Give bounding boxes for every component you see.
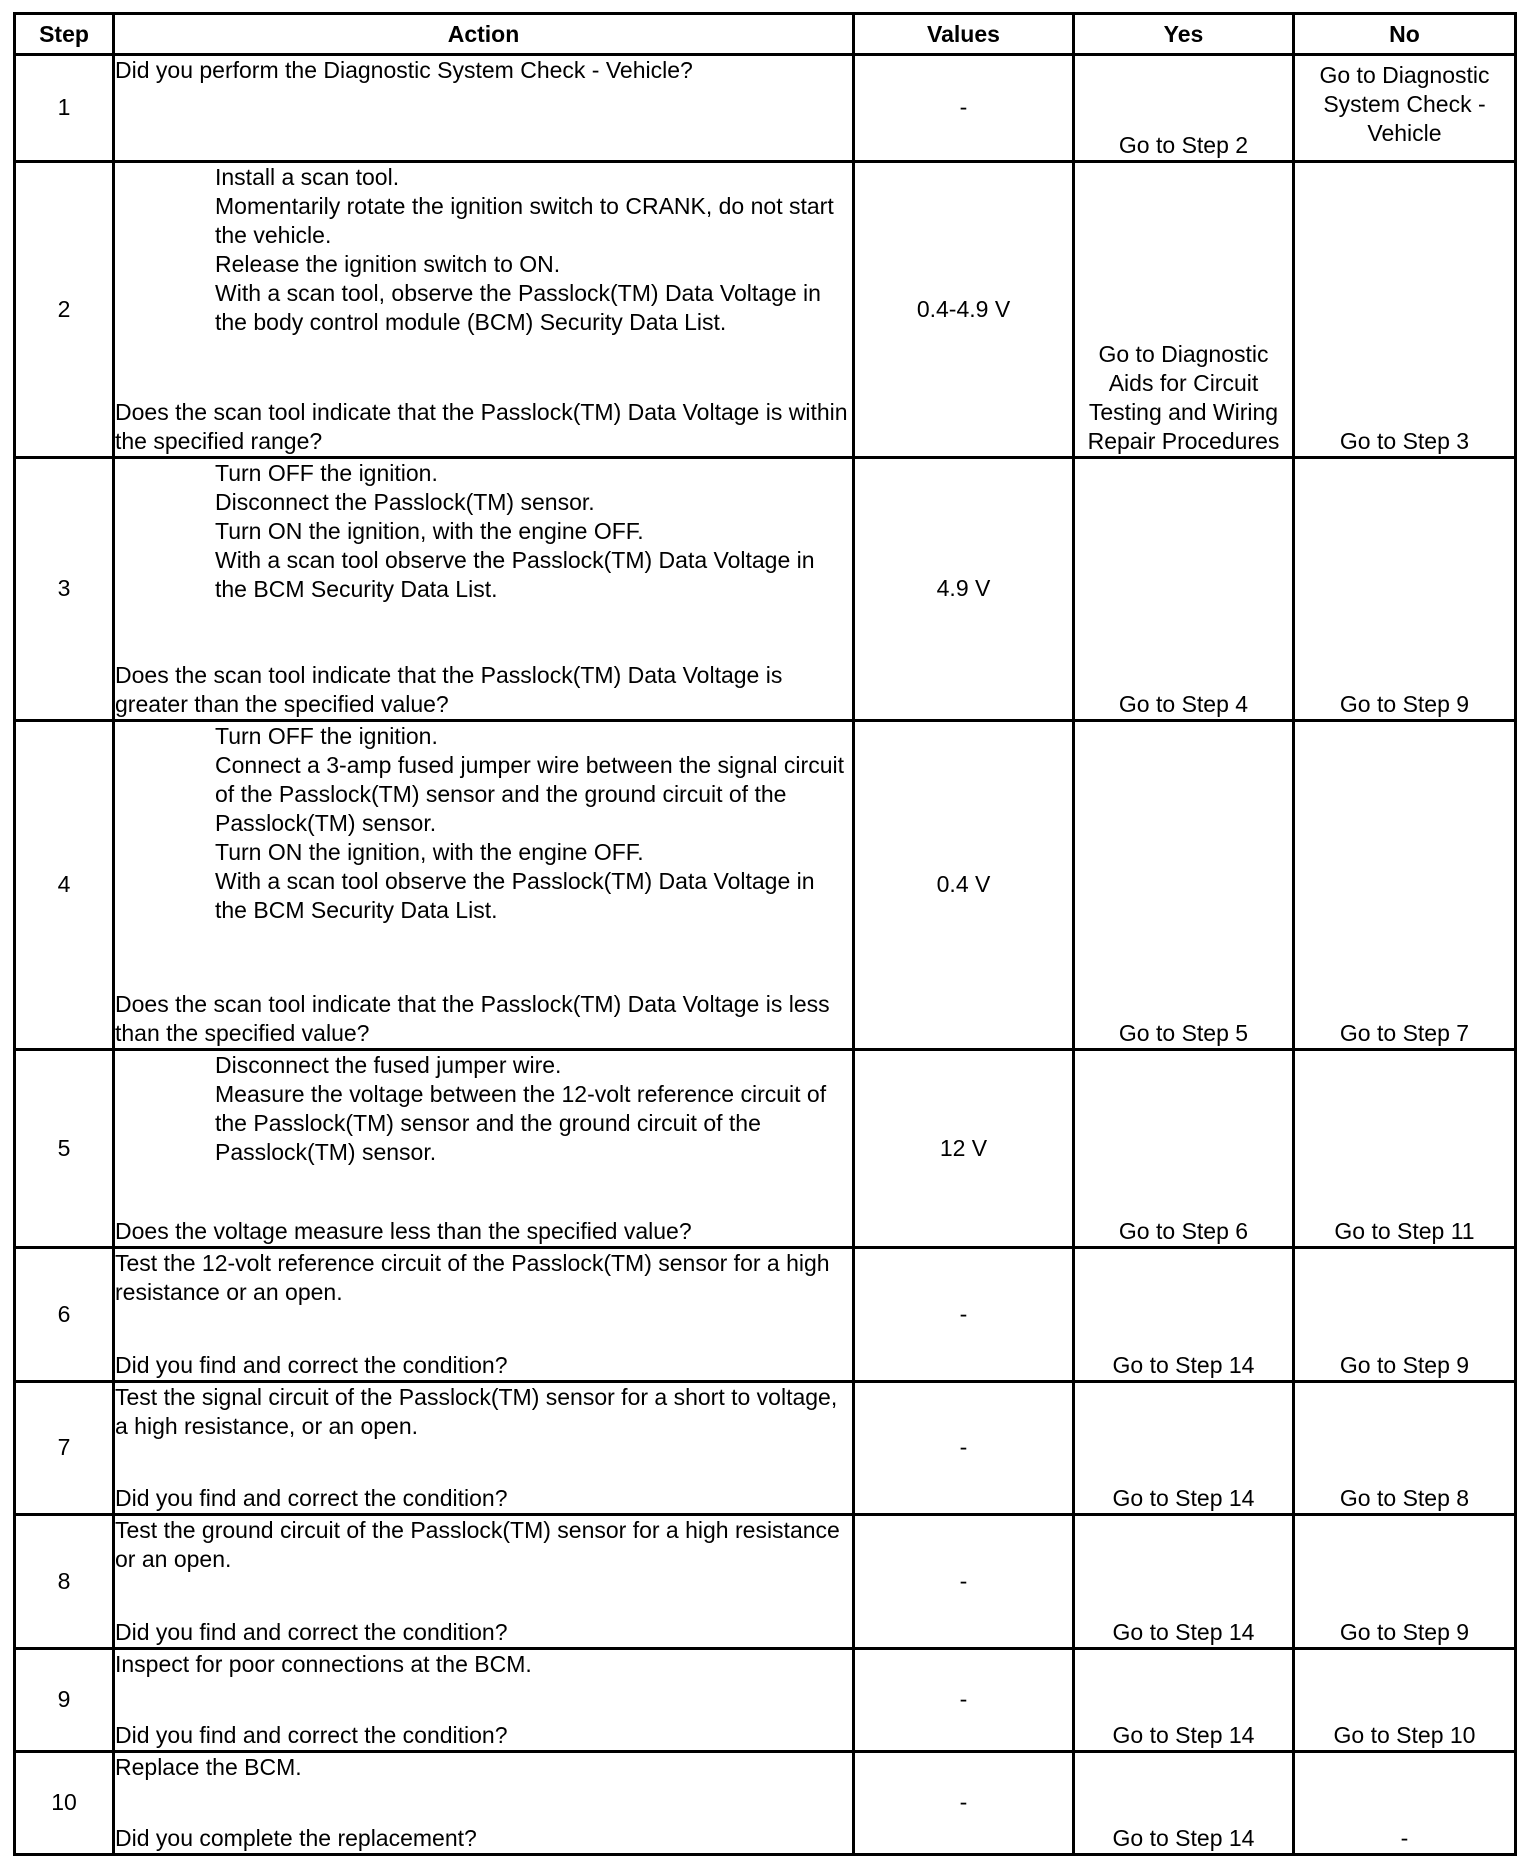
no-cell: - xyxy=(1294,1751,1516,1854)
action-question: Does the scan tool indicate that the Passlock(TM) Data Voltage is within the specified range? xyxy=(115,398,848,454)
action-cell xyxy=(114,161,854,457)
no-cell: Go to Step 9 xyxy=(1294,457,1516,721)
header-step: Step xyxy=(15,14,114,55)
action-cell xyxy=(114,721,854,1050)
value-cell: - xyxy=(854,1381,1074,1514)
header-action: Action xyxy=(114,14,854,55)
action-question: Does the scan tool indicate that the Passlock(TM) Data Voltage is greater than the specified value? xyxy=(115,662,783,718)
yes-cell: Go to Diagnostic Aids for Circuit Testing and Wiring Repair Procedures xyxy=(1074,161,1294,457)
action-question: Did you find and correct the condition? xyxy=(115,1721,508,1748)
header-no: No xyxy=(1294,14,1516,55)
table-row xyxy=(15,457,1516,721)
substep: Connect a 3-amp fused jumper wire between the signal circuit of the Passlock(TM) sensor and the ground circuit of the Passlock(TM) sensor. xyxy=(215,752,844,837)
action-cell xyxy=(114,457,854,721)
table-row xyxy=(15,55,1516,162)
yes-cell: Go to Step 14 xyxy=(1074,1515,1294,1648)
substep: With a scan tool observe the Passlock(TM) Data Voltage in the BCM Security Data List. xyxy=(215,546,815,602)
no-cell: Go to Step 10 xyxy=(1294,1648,1516,1751)
header-values: Values xyxy=(854,14,1074,55)
yes-cell: Go to Step 4 xyxy=(1074,457,1294,721)
step-number: 1 xyxy=(15,55,114,162)
step-number: 2 xyxy=(15,161,114,457)
substep: Install a scan tool. xyxy=(215,163,400,190)
substep-list xyxy=(115,163,852,337)
substep: Disconnect the Passlock(TM) sensor. xyxy=(215,488,595,515)
action-text: Did you perform the Diagnostic System Check - Vehicle? xyxy=(115,57,693,83)
step-number: 9 xyxy=(15,1648,114,1751)
table-row xyxy=(15,721,1516,1050)
substep: Measure the voltage between the 12-volt reference circuit of the Passlock(TM) sensor and the ground circuit of the Passlock(TM) sensor. xyxy=(215,1080,827,1165)
table-row xyxy=(15,1381,1516,1514)
yes-cell: Go to Step 14 xyxy=(1074,1648,1294,1751)
yes-cell: Go to Step 14 xyxy=(1074,1751,1294,1854)
action-text: Test the 12-volt reference circuit of the Passlock(TM) sensor for a high resistance or an open. xyxy=(115,1250,830,1306)
yes-cell: Go to Step 5 xyxy=(1074,721,1294,1050)
no-cell: Go to Step 7 xyxy=(1294,721,1516,1050)
no-cell: Go to Step 3 xyxy=(1294,161,1516,457)
action-question: Did you find and correct the condition? xyxy=(115,1485,508,1512)
yes-cell: Go to Step 14 xyxy=(1074,1248,1294,1381)
substep: With a scan tool, observe the Passlock(TM) Data Voltage in the body control module (BCM) Security Data List. xyxy=(215,279,821,335)
action-cell xyxy=(114,55,854,162)
table-row xyxy=(15,1751,1516,1854)
action-question: Did you complete the replacement? xyxy=(115,1825,477,1851)
no-cell: Go to Step 9 xyxy=(1294,1248,1516,1381)
yes-cell: Go to Step 6 xyxy=(1074,1049,1294,1248)
step-number: 7 xyxy=(15,1381,114,1514)
step-number: 10 xyxy=(15,1751,114,1854)
action-text: Test the ground circuit of the Passlock(TM) sensor for a high resistance or an open. xyxy=(115,1517,840,1573)
substep: Turn OFF the ignition. xyxy=(215,459,438,486)
step-number: 8 xyxy=(15,1515,114,1648)
value-cell: - xyxy=(854,1515,1074,1648)
header-yes: Yes xyxy=(1074,14,1294,55)
action-cell xyxy=(114,1648,854,1751)
yes-cell: Go to Step 14 xyxy=(1074,1381,1294,1514)
step-number: 6 xyxy=(15,1248,114,1381)
action-cell xyxy=(114,1381,854,1514)
no-cell: Go to Diagnostic System Check - Vehicle xyxy=(1294,55,1516,162)
substep: Disconnect the fused jumper wire. xyxy=(215,1051,562,1078)
substep: Momentarily rotate the ignition switch to CRANK, do not start the vehicle. xyxy=(215,192,834,248)
substep: Release the ignition switch to ON. xyxy=(215,250,561,277)
step-number: 3 xyxy=(15,457,114,721)
substep: Turn ON the ignition, with the engine OFF. xyxy=(215,839,644,866)
substep-list xyxy=(115,459,852,604)
action-cell xyxy=(114,1751,854,1854)
action-cell xyxy=(114,1248,854,1381)
step-number: 4 xyxy=(15,721,114,1050)
table-row xyxy=(15,1248,1516,1381)
substep: Turn OFF the ignition. xyxy=(215,723,438,750)
action-question: Did you find and correct the condition? xyxy=(115,1618,508,1645)
table-row xyxy=(15,1049,1516,1248)
action-cell xyxy=(114,1049,854,1248)
value-cell: 12 V xyxy=(854,1049,1074,1248)
substep-list xyxy=(115,722,852,925)
action-text: Test the signal circuit of the Passlock(TM) sensor for a short to voltage, a high resistance, or an open. xyxy=(115,1383,838,1439)
value-cell: - xyxy=(854,1648,1074,1751)
value-cell: 0.4 V xyxy=(854,721,1074,1050)
table-row xyxy=(15,1515,1516,1648)
action-question: Does the scan tool indicate that the Passlock(TM) Data Voltage is less than the specified value? xyxy=(115,990,830,1046)
action-question: Does the voltage measure less than the specified value? xyxy=(115,1218,692,1245)
value-cell: - xyxy=(854,1751,1074,1854)
no-cell: Go to Step 9 xyxy=(1294,1515,1516,1648)
no-cell: Go to Step 8 xyxy=(1294,1381,1516,1514)
no-cell: Go to Step 11 xyxy=(1294,1049,1516,1248)
action-cell xyxy=(114,1515,854,1648)
header-row xyxy=(15,14,1516,55)
value-cell: - xyxy=(854,1248,1074,1381)
action-question: Did you find and correct the condition? xyxy=(115,1351,508,1378)
table-row xyxy=(15,161,1516,457)
value-cell: - xyxy=(854,55,1074,162)
action-text: Inspect for poor connections at the BCM. xyxy=(115,1650,532,1677)
table-row xyxy=(15,1648,1516,1751)
value-cell: 0.4-4.9 V xyxy=(854,161,1074,457)
action-text: Replace the BCM. xyxy=(115,1753,302,1780)
diagnostic-table xyxy=(13,12,1517,1856)
substep-list xyxy=(115,1051,852,1167)
substep: With a scan tool observe the Passlock(TM) Data Voltage in the BCM Security Data List. xyxy=(215,868,815,924)
substep: Turn ON the ignition, with the engine OFF. xyxy=(215,517,644,544)
value-cell: 4.9 V xyxy=(854,457,1074,721)
yes-cell: Go to Step 2 xyxy=(1074,55,1294,162)
step-number: 5 xyxy=(15,1049,114,1248)
